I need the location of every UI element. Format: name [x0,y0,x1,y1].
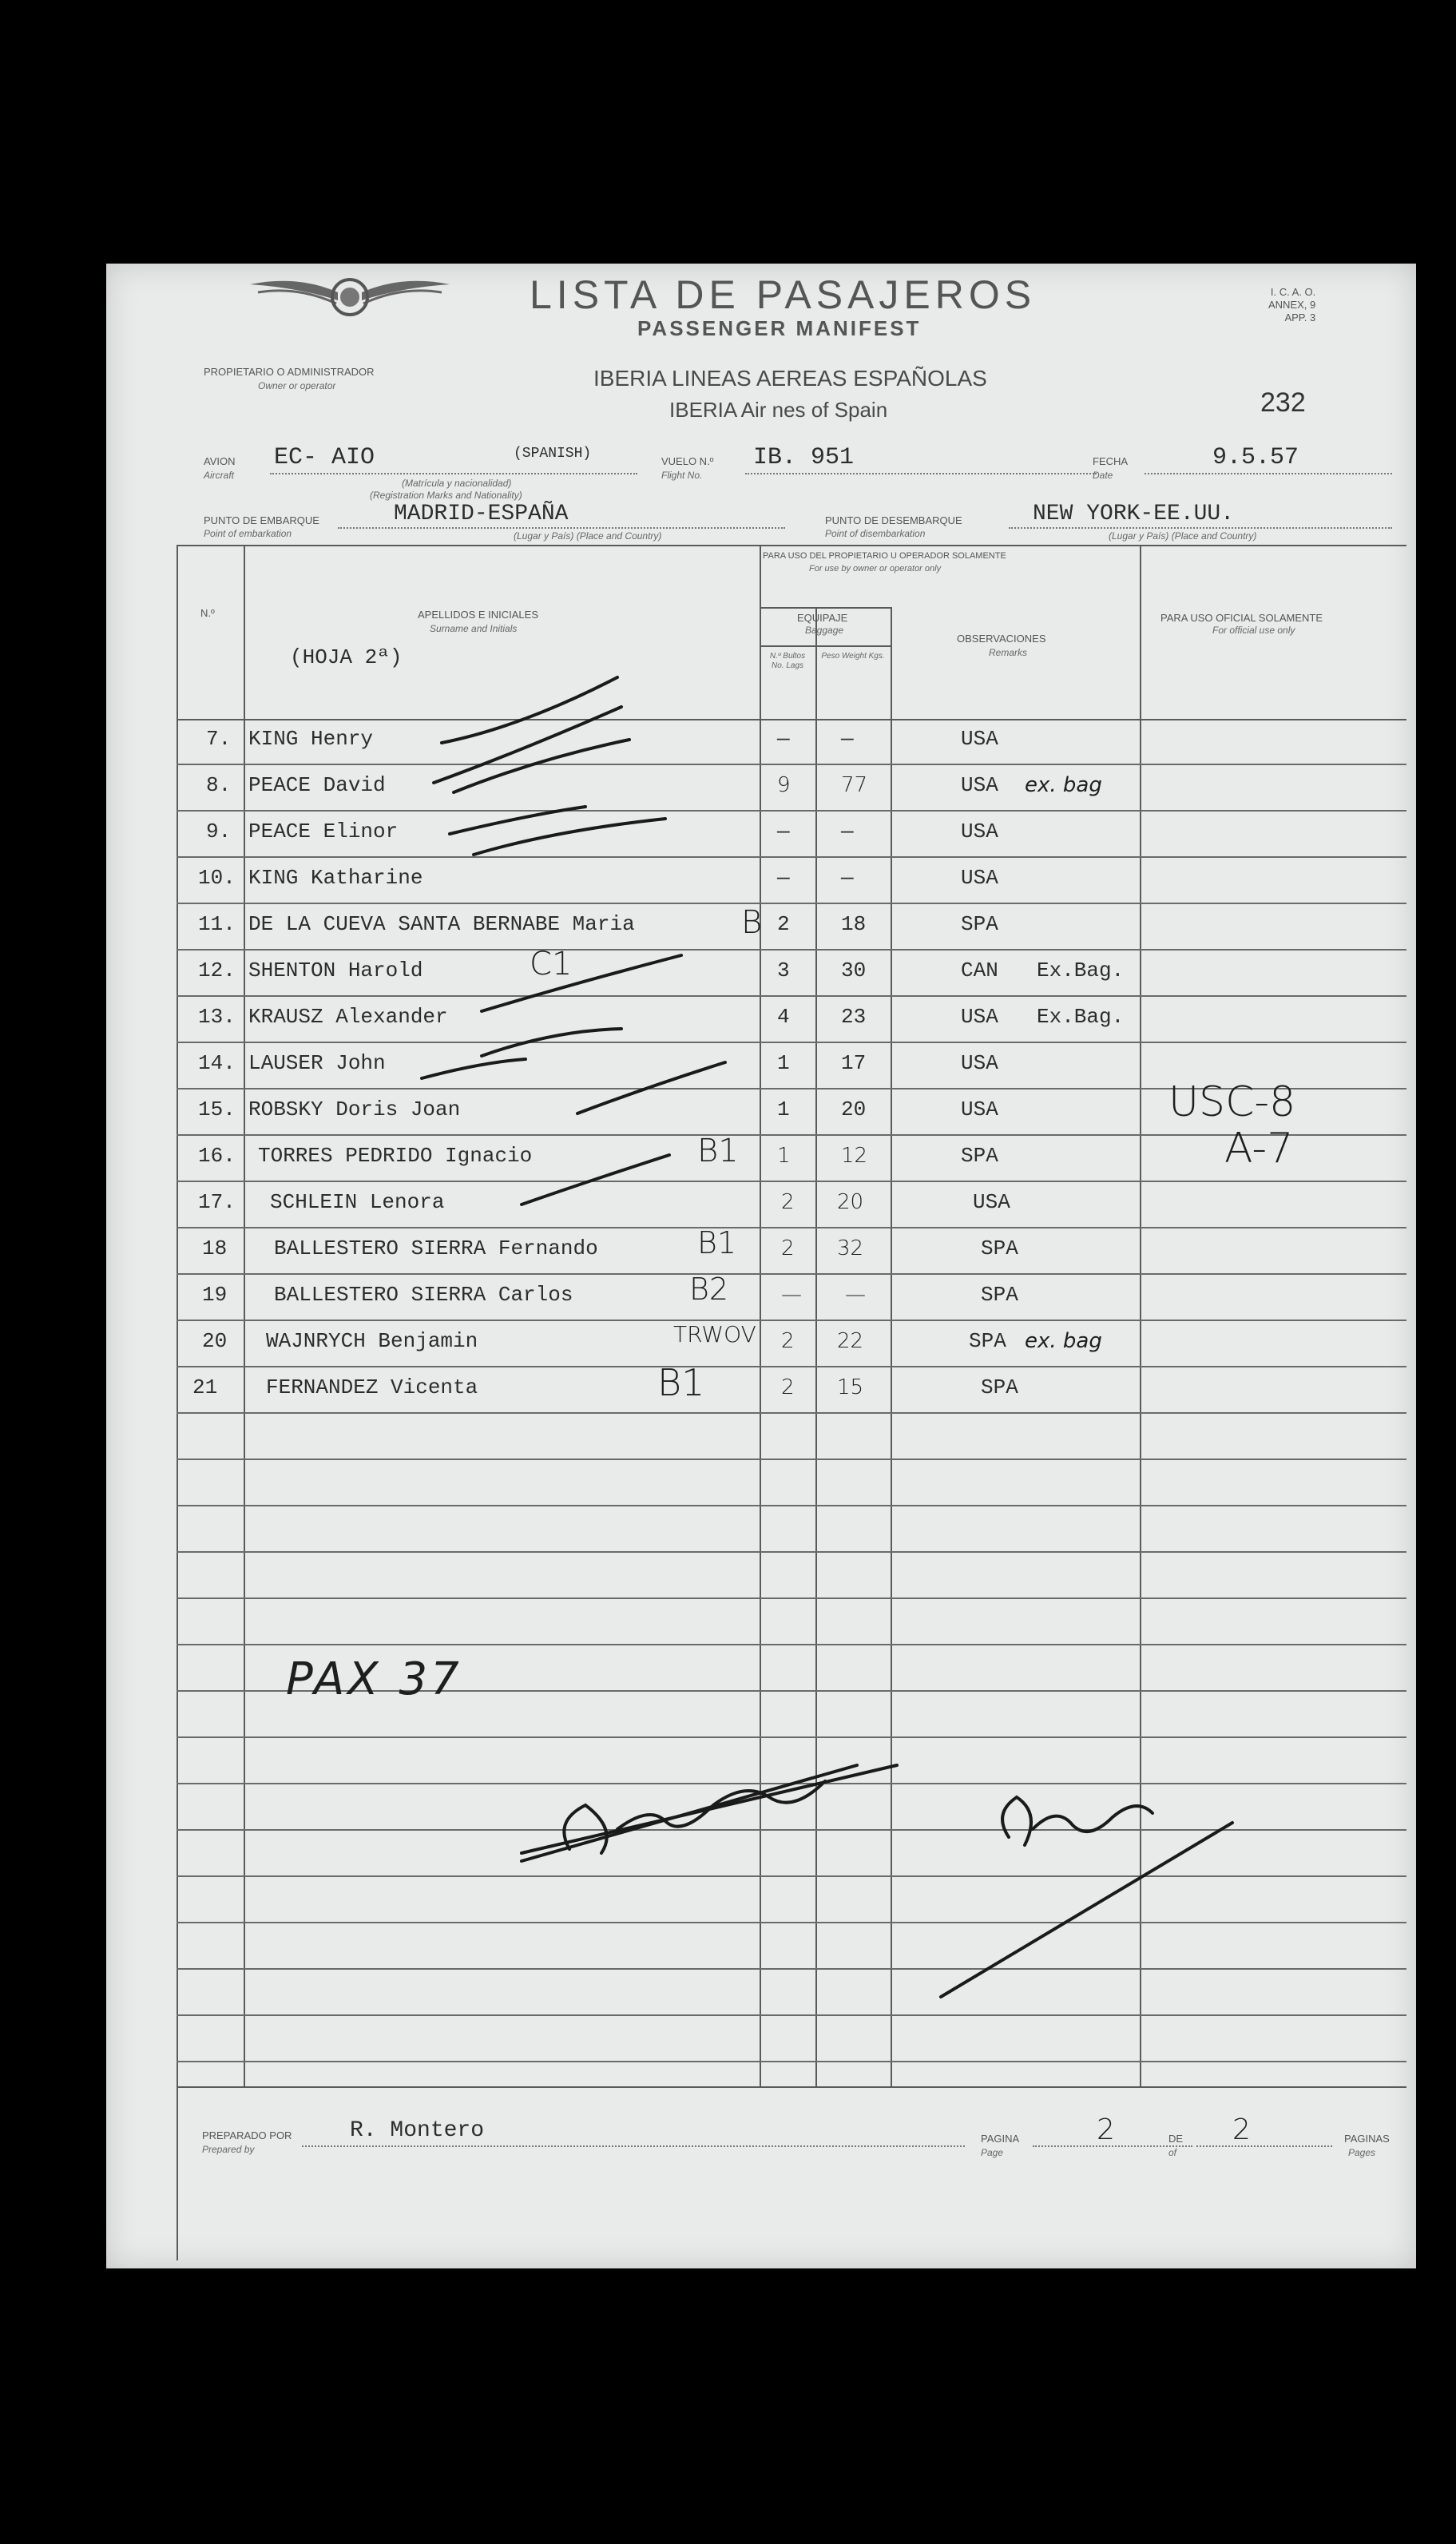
airline-name: IBERIA LINEAS AEREAS ESPAÑOLAS [593,366,987,391]
passenger-name: PEACE David [248,773,386,797]
page-total: 2 [1232,2113,1251,2146]
embark-label: PUNTO DE EMBARQUE [204,514,319,526]
manifest-sheet [106,264,1416,2268]
col-no-header: N.º [200,607,215,619]
passenger-name: KING Katharine [248,866,423,890]
passenger-name: WAJNRYCH Benjamin [266,1329,478,1353]
col-name-header-en: Surname and Initials [430,623,518,634]
baggage-weight: 77 [841,773,868,797]
row-number: 10. [198,866,236,890]
row-number: 8. [206,773,232,797]
page-title: LISTA DE PASAJEROS [530,272,1037,317]
remarks-header-en: Remarks [989,647,1028,658]
nationality-value: (SPANISH) [514,446,592,462]
passenger-name: BALLESTERO SIERRA Carlos [274,1283,573,1307]
owner-label-en: Owner or operator [258,380,336,391]
registration-note: (Matrícula y nacionalidad) [402,478,512,489]
pax-count-note: PAX 37 [286,1653,462,1705]
row-number: 20 [202,1329,228,1353]
page-subtitle: PASSENGER MANIFEST [637,316,922,340]
baggage-weight: 30 [841,958,867,982]
handwritten-mark: B2 [689,1272,729,1307]
baggage-pieces: 2 [781,1190,795,1214]
flight-label: VUELO N.º [661,455,714,467]
page-label: PAGINA [981,2133,1020,2145]
row-number: 12. [198,958,236,982]
handwritten-mark: B [741,904,763,941]
baggage-weight: 20 [837,1190,864,1214]
extra-remark: ex. bag [1025,773,1102,797]
nationality-remark: SPA [969,1329,1006,1353]
row-number: 18 [202,1236,228,1260]
handwritten-mark: B1 [697,1133,739,1169]
row-number: 14. [198,1051,236,1075]
nationality-remark: USA [961,727,998,751]
registration-note-en: (Registration Marks and Nationality) [370,490,522,501]
extra-remark: Ex.Bag. [1037,1005,1125,1029]
disembark-place-note: (Lugar y País) (Place and Country) [1109,530,1257,542]
baggage-weight: 32 [837,1236,864,1260]
flight-value: IB. 951 [753,444,855,471]
passenger-name: KRAUSZ Alexander [248,1005,448,1029]
baggage-weight: 18 [841,912,867,936]
row-number: 7. [206,727,232,751]
aircraft-label-en: Aircraft [204,470,235,481]
nationality-remark: USA [961,1005,998,1029]
nationality-remark: SPA [961,1144,998,1168]
aircraft-value: EC- AIO [274,444,375,471]
baggage-pieces: — [777,727,790,751]
passenger-name: SCHLEIN Lenora [270,1190,445,1214]
baggage-pieces: 9 [777,773,791,797]
owner-use-header-en: For use by owner or operator only [809,564,942,573]
strike-stroke [577,1062,725,1113]
disembark-value: NEW YORK-EE.UU. [1033,502,1235,526]
signature-right [941,1797,1232,1997]
strike-stroke [442,677,617,743]
strike-stroke [522,1155,669,1205]
pages-label-en: Pages [1348,2147,1376,2158]
flight-label-en: Flight No. [661,470,703,481]
passenger-name: PEACE Elinor [248,820,399,843]
airline-name-en: IBERIA Air nes of Spain [669,398,888,422]
strike-stroke [474,819,665,855]
baggage-pieces: 2 [781,1329,795,1353]
baggage-weight: 12 [841,1144,868,1168]
document-number: 232 [1260,387,1306,418]
baggage-weight: — [841,727,854,751]
row-number: 17. [198,1190,236,1214]
sheet-note: (HOJA 2ª) [290,645,403,669]
prepared-by-label: PREPARADO POR [202,2129,292,2141]
strike-stroke [482,1029,621,1056]
baggage-weight: 20 [841,1097,867,1121]
row-number: 9. [206,820,232,843]
official-note: A-7 [1224,1125,1294,1173]
official-use-header-en: For official use only [1212,625,1295,636]
strike-stroke [482,955,681,1011]
passenger-name: KING Henry [248,727,374,751]
official-note: USC-8 [1168,1078,1296,1126]
baggage-pieces: — [777,866,790,890]
row-number: 21 [192,1375,218,1399]
signature-left [522,1765,897,1861]
handwritten-mark: B1 [657,1361,705,1404]
passenger-name: FERNANDEZ Vicenta [266,1375,478,1399]
owner-label: PROPIETARIO O ADMINISTRADOR [204,366,375,378]
handwritten-mark: B1 [697,1225,737,1260]
date-value: 9.5.57 [1212,444,1299,471]
handwritten-mark: C1 [530,946,573,982]
nationality-remark: USA [973,1190,1010,1214]
date-label-en: Date [1093,470,1113,481]
disembark-label-en: Point of disembarkation [825,528,926,539]
baggage-pieces: 1 [777,1144,791,1168]
strike-stroke [450,807,585,834]
row-number: 13. [198,1005,236,1029]
handwritten-strokes [106,264,1416,2268]
page-of-label-en: of [1168,2147,1177,2158]
baggage-pieces: 2 [781,1236,795,1260]
page-label-en: Page [981,2147,1004,2158]
date-label: FECHA [1093,455,1129,467]
embark-label-en: Point of embarkation [204,528,292,539]
embark-place-note: (Lugar y País) (Place and Country) [514,530,662,542]
row-number: 11. [198,912,236,936]
extra-remark: Ex.Bag. [1037,958,1125,982]
nationality-remark: SPA [981,1236,1018,1260]
page-of-label: DE [1168,2133,1184,2145]
disembark-label: PUNTO DE DESEMBARQUE [825,514,962,526]
baggage-weight: 15 [837,1375,864,1399]
strike-stroke [422,1059,526,1078]
embark-value: MADRID-ESPAÑA [394,502,569,526]
prepared-by-label-en: Prepared by [202,2144,255,2155]
nationality-remark: USA [961,1051,998,1075]
passenger-name: LAUSER John [248,1051,386,1075]
remarks-header: OBSERVACIONES [957,633,1046,645]
pages-label: PAGINAS [1344,2133,1390,2145]
passenger-name: DE LA CUEVA SANTA BERNABE Maria [248,912,635,936]
row-number: 15. [198,1097,236,1121]
nationality-remark: CAN [961,958,998,982]
baggage-pieces: 1 [777,1051,790,1075]
baggage-weight: 23 [841,1005,867,1029]
nationality-remark: USA [961,773,998,797]
baggage-pieces: 2 [777,912,790,936]
col-name-header: APELLIDOS E INICIALES [418,609,539,621]
passenger-name: BALLESTERO SIERRA Fernando [274,1236,598,1260]
passenger-name: ROBSKY Doris Joan [248,1097,461,1121]
baggage-pieces: — [781,1283,802,1307]
baggage-pieces: — [777,820,790,843]
owner-use-header: PARA USO DEL PROPIETARIO U OPERADOR SOLAMENTE [763,551,1006,561]
baggage-pieces: 3 [777,958,790,982]
row-number: 19 [202,1283,228,1307]
baggage-header: EQUIPAJE [797,612,848,624]
baggage-weight: — [841,820,854,843]
weight-header: Peso Weight Kgs. [821,652,885,661]
passenger-name: SHENTON Harold [248,958,423,982]
aircraft-label: AVION [204,455,236,467]
nationality-remark: USA [961,820,998,843]
nationality-remark: SPA [981,1375,1018,1399]
baggage-pieces: 2 [781,1375,795,1399]
prepared-by-value: R. Montero [350,2118,485,2143]
row-number: 16. [198,1144,236,1168]
baggage-pieces: 4 [777,1005,790,1029]
icao-line: ANNEX, 9 [1268,299,1316,311]
baggage-weight: — [845,1283,866,1307]
baggage-weight: 22 [837,1329,864,1353]
baggage-pieces: 1 [777,1097,790,1121]
baggage-header-en: Baggage [805,625,844,636]
page-number: 2 [1097,2113,1115,2146]
pieces-header: N.º Bultos No. Lags [769,652,806,670]
nationality-remark: SPA [961,912,998,936]
baggage-weight: 17 [841,1051,867,1075]
nationality-remark: SPA [981,1283,1018,1307]
nationality-remark: USA [961,1097,998,1121]
icao-line: I. C. A. O. [1270,286,1316,298]
icao-line: APP. 3 [1284,312,1316,323]
passenger-name: TORRES PEDRIDO Ignacio [258,1144,533,1168]
extra-remark: ex. bag [1025,1329,1102,1353]
official-use-header: PARA USO OFICIAL SOLAMENTE [1160,612,1323,624]
nationality-remark: USA [961,866,998,890]
handwritten-mark: TRWOV [673,1321,756,1347]
baggage-weight: — [841,866,854,890]
